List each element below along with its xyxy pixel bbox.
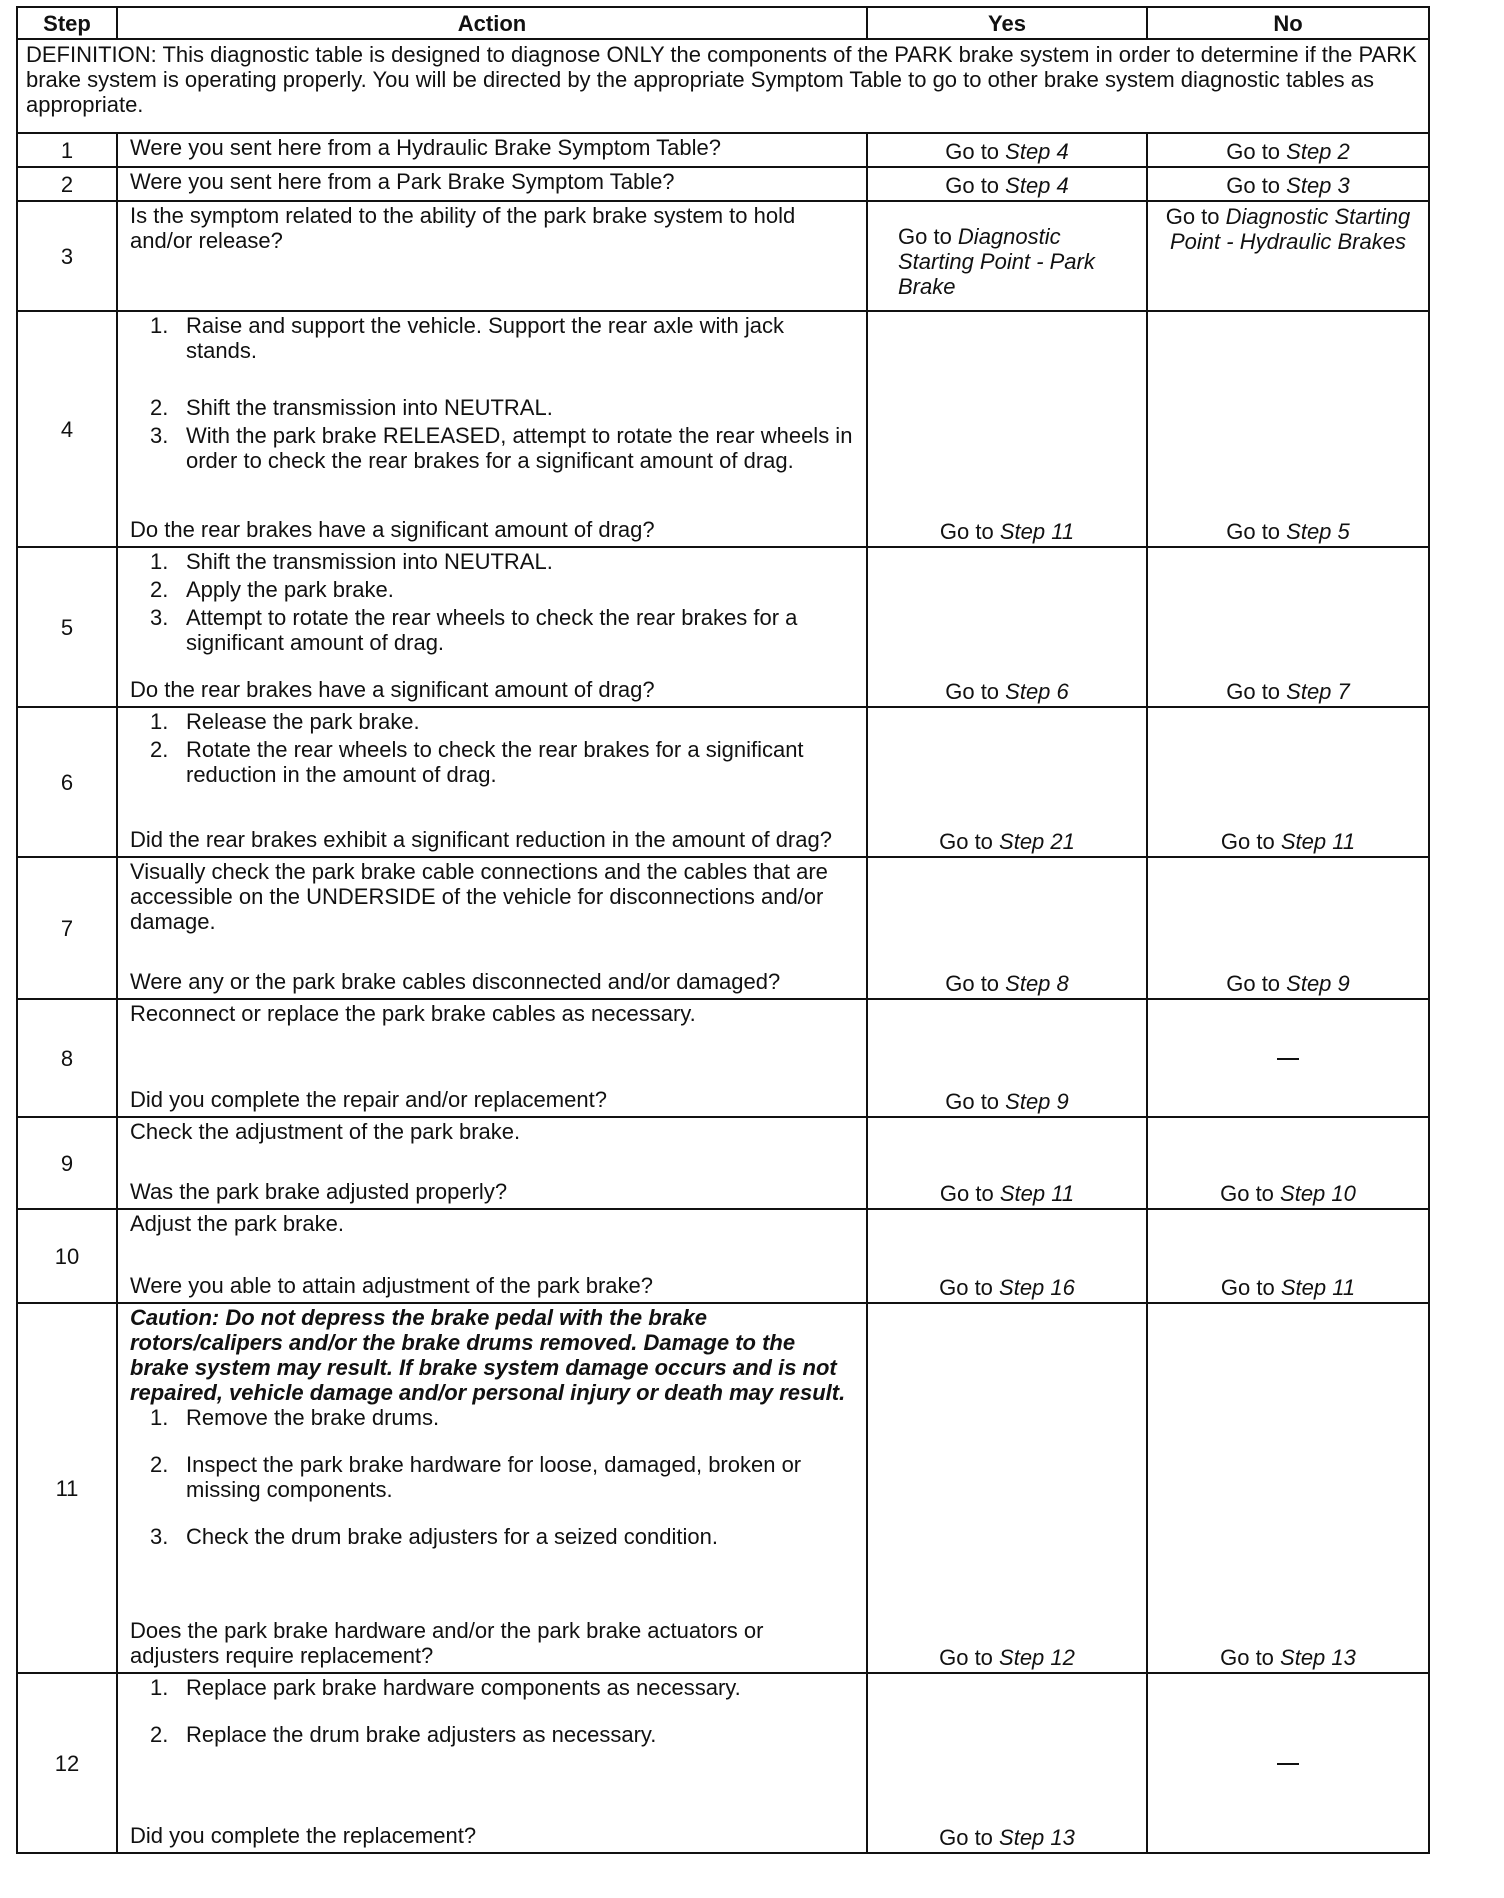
goto-target: Step 10 [1280,1181,1356,1206]
table-row [17,1673,1429,1853]
table-row [17,1303,1429,1673]
action-question: Did you complete the replacement? [130,1823,477,1848]
diagnostic-table [16,6,1430,1854]
step-number: 8 [17,999,117,1117]
no-cell [1147,311,1429,547]
yes-cell [867,1673,1147,1853]
step-number: 6 [17,707,117,857]
table-row [17,857,1429,999]
action-step [130,1675,856,1700]
table-row [17,547,1429,707]
goto-text: Go to [939,1275,1000,1300]
yes-cell [867,133,1147,167]
step-number: 7 [17,857,117,999]
table-row [17,201,1429,311]
yes-cell [867,311,1147,547]
action-steps [130,1405,856,1549]
yes-cell [867,1209,1147,1303]
step-text: Apply the park brake. [186,577,394,602]
dash-mark [1277,1763,1299,1765]
step-text: Raise and support the vehicle. Support the rear axle with jack stands. [186,313,784,363]
yes-cell [867,857,1147,999]
action-steps [130,709,856,787]
goto-target: Step 9 [1286,971,1350,996]
step-text: Check the drum brake adjusters for a seized condition. [186,1524,718,1549]
goto-target: Step 9 [1005,1089,1069,1114]
action-step [130,313,856,363]
goto-text: Go to [945,679,1006,704]
diagnostic-document [16,6,1428,1854]
goto-text: Go to [1220,1645,1281,1670]
step-text: Shift the transmission into NEUTRAL. [186,395,553,420]
action-cell [117,201,867,311]
action-content [118,708,866,854]
no-cell [1147,707,1429,857]
action-question: Do the rear brakes have a significant amount of drag? [130,517,655,542]
goto-target: Step 4 [1005,139,1069,164]
goto-target: Step 4 [1005,173,1069,198]
action-cell [117,999,867,1117]
step-number: 3 [17,201,117,311]
yes-cell [867,999,1147,1117]
action-text: Were you sent here from a Park Brake Symptom Table? [130,169,675,194]
goto-text: Go to [945,971,1006,996]
action-question: Did the rear brakes exhibit a significant reduction in the amount of drag? [130,827,832,852]
goto-text: Go to [939,1645,1000,1670]
step-index: 1. [150,1675,169,1700]
action-cell [117,311,867,547]
step-number: 5 [17,547,117,707]
goto-text: Go to [939,1825,1000,1850]
table-row [17,167,1429,201]
yes-cell [867,167,1147,201]
goto-text: Go to [1220,1275,1281,1300]
action-step [130,395,856,420]
goto-text: Go to [1226,139,1287,164]
action-content [118,858,866,996]
goto-text: Go to [1226,679,1287,704]
action-question: Did you complete the repair and/or replacement? [130,1087,607,1112]
goto-text: Go to [1226,519,1287,544]
step-index: 1. [150,1405,169,1430]
step-index: 1. [150,549,169,574]
action-step [130,605,856,655]
table-row [17,1209,1429,1303]
yes-cell [867,1303,1147,1673]
no-cell [1147,201,1429,311]
table-row [17,311,1429,547]
caution-text: Caution: Do not depress the brake pedal with the brake rotors/calipers and/or the brake drums removed. Damage to the brake system may result. If brake system damage occurs and is not repaired, vehicle damage and/or personal injury or death may result. [130,1305,846,1405]
action-text: Is the symptom related to the ability of the park brake system to hold and/or release? [130,203,796,253]
step-text: Shift the transmission into NEUTRAL. [186,549,553,574]
no-cell [1147,547,1429,707]
action-step [130,709,856,734]
definition-row [17,39,1429,133]
goto-target: Step 13 [1280,1645,1356,1670]
step-index: 2. [150,1722,169,1747]
table-row [17,999,1429,1117]
goto-target: Diagnostic Starting Point - Hydraulic Brakes [1170,204,1411,254]
goto-text: Go to [939,519,1000,544]
step-number: 2 [17,167,117,201]
action-content [118,168,866,198]
action-step [130,1722,856,1747]
goto-text: Go to [898,224,958,249]
action-question: Were you able to attain adjustment of the park brake? [130,1273,654,1298]
action-content [118,1674,866,1850]
header-action: Action [117,7,867,39]
step-text: Replace the drum brake adjusters as necessary. [186,1722,657,1747]
goto-text: Go to [1226,173,1287,198]
step-index: 3. [150,423,169,448]
action-step [130,1524,856,1549]
step-index: 2. [150,1452,169,1477]
header-yes: Yes [867,7,1147,39]
step-number: 4 [17,311,117,547]
dash-mark [1277,1058,1299,1060]
goto-target: Step 11 [999,519,1075,544]
action-text: Adjust the park brake. [130,1211,345,1236]
step-text: Remove the brake drums. [186,1405,440,1430]
step-number: 11 [17,1303,117,1673]
goto-target: Step 5 [1286,519,1350,544]
action-question: Does the park brake hardware and/or the park brake actuators or adjusters require replacement? [130,1618,764,1668]
action-steps [130,313,856,473]
goto-target: Step 21 [999,829,1075,854]
yes-cell [867,1117,1147,1209]
goto-target: Step 8 [1005,971,1069,996]
header-step: Step [17,7,117,39]
goto-text: Go to [1220,829,1281,854]
step-index: 2. [150,395,169,420]
step-number: 9 [17,1117,117,1209]
goto-target: Step 6 [1005,679,1069,704]
no-cell [1147,1209,1429,1303]
action-steps [130,1675,856,1747]
action-step [130,737,856,787]
definition-text: DEFINITION: This diagnostic table is designed to diagnose ONLY the components of the PARK brake system in order to determine if the PARK brake system is operating properly. You will be directed by the appropriate Symptom Table to go to other brake system diagnostic tables as appropriate. [17,39,1429,133]
no-cell [1147,1303,1429,1673]
action-content [118,134,866,164]
goto-text: Go to [1220,1181,1281,1206]
step-index: 1. [150,313,169,338]
step-text: Replace park brake hardware components as necessary. [186,1675,741,1700]
action-cell [117,707,867,857]
goto-target: Step 11 [1280,1275,1356,1300]
goto-target: Step 12 [999,1645,1075,1670]
action-content [118,1210,866,1300]
step-text: Inspect the park brake hardware for loose, damaged, broken or missing components. [186,1452,802,1502]
action-content [118,202,866,308]
goto-text: Go to [945,139,1006,164]
action-cell [117,1117,867,1209]
step-index: 1. [150,709,169,734]
action-cell [117,857,867,999]
action-question: Were any or the park brake cables disconnected and/or damaged? [130,969,781,994]
goto-text: Go to [945,1089,1006,1114]
goto-target: Step 7 [1286,679,1350,704]
action-text: Were you sent here from a Hydraulic Brake Symptom Table? [130,135,722,160]
step-text: Attempt to rotate the rear wheels to check the rear brakes for a significant amount of drag. [186,605,798,655]
step-index: 2. [150,737,169,762]
yes-cell [867,201,1147,311]
goto-target: Step 11 [1280,829,1356,854]
step-text: With the park brake RELEASED, attempt to rotate the rear wheels in order to check the rear brakes for a significant amount of drag. [186,423,853,473]
goto-text: Go to [939,1181,1000,1206]
goto-text: Go to [939,829,1000,854]
step-index: 2. [150,577,169,602]
step-number: 10 [17,1209,117,1303]
yes-cell [867,547,1147,707]
goto-target: Step 3 [1286,173,1350,198]
step-number: 12 [17,1673,117,1853]
action-step [130,423,856,473]
action-cell [117,1209,867,1303]
step-text: Release the park brake. [186,709,420,734]
action-cell [117,1673,867,1853]
goto-text: Go to [945,173,1006,198]
action-cell [117,167,867,201]
table-row [17,707,1429,857]
step-number: 1 [17,133,117,167]
action-content [118,1304,866,1670]
action-step [130,1405,856,1430]
no-cell [1147,1117,1429,1209]
action-text: Reconnect or replace the park brake cables as necessary. [130,1001,696,1026]
goto-target: Step 13 [999,1825,1075,1850]
step-index: 3. [150,1524,169,1549]
action-step [130,1452,856,1502]
action-content [118,1118,866,1206]
no-cell [1147,999,1429,1117]
no-cell [1147,167,1429,201]
step-text: Rotate the rear wheels to check the rear brakes for a significant reduction in the amount of drag. [186,737,804,787]
action-step [130,577,856,602]
goto-target: Diagnostic Starting Point - Park Brake [898,224,1095,299]
goto-text: Go to [1226,971,1287,996]
header-no: No [1147,7,1429,39]
action-content [118,312,866,544]
no-cell [1147,857,1429,999]
goto-target: Step 2 [1286,139,1350,164]
action-text: Check the adjustment of the park brake. [130,1119,521,1144]
step-index: 3. [150,605,169,630]
action-step [130,549,856,574]
goto-target: Step 11 [999,1181,1075,1206]
no-cell [1147,133,1429,167]
goto-target: Step 16 [999,1275,1075,1300]
action-steps [130,549,856,655]
action-cell [117,1303,867,1673]
no-cell [1147,1673,1429,1853]
table-row [17,1117,1429,1209]
action-cell [117,133,867,167]
action-question: Was the park brake adjusted properly? [130,1179,508,1204]
table-row [17,133,1429,167]
action-text: Visually check the park brake cable connections and the cables that are accessible on the UNDERSIDE of the vehicle for disconnections and/or damage. [130,859,828,934]
action-content [118,1000,866,1114]
yes-cell [867,707,1147,857]
goto-text: Go to [1165,204,1226,229]
action-question: Do the rear brakes have a significant amount of drag? [130,677,655,702]
header-row [17,7,1429,39]
action-content [118,548,866,704]
action-cell [117,547,867,707]
